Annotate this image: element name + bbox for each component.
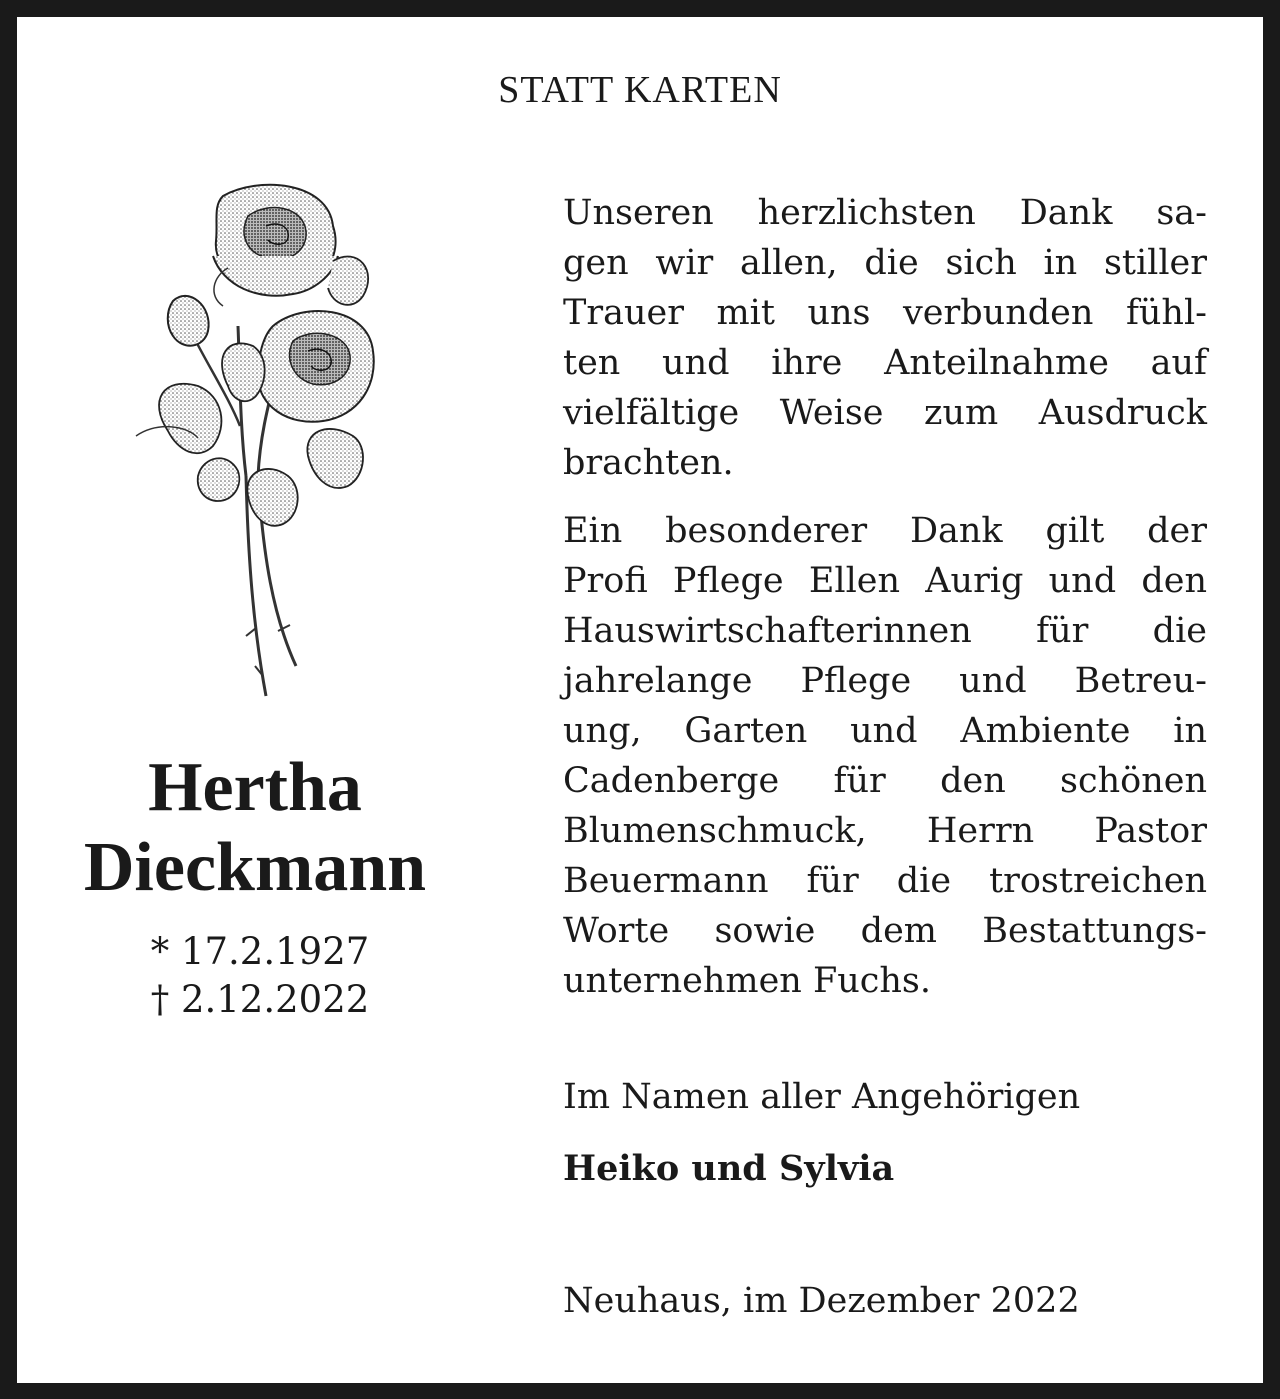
text-line: Hauswirtschafterinnen für die: [563, 611, 1207, 651]
life-dates: [120, 928, 400, 1024]
text-line: Cadenberge für den schönen: [563, 761, 1207, 801]
text-line: vielfältige Weise zum Ausdruck: [563, 393, 1207, 433]
thanks-paragraph-1: [563, 188, 1207, 488]
thanks-paragraph-2: [563, 506, 1207, 1006]
text-line: ten und ihre Anteilnahme auf: [563, 343, 1207, 383]
text-line: unternehmen Fuchs.: [563, 961, 932, 1001]
text-line: Worte sowie dem Bestattungs-: [563, 911, 1207, 951]
first-name: Hertha: [148, 749, 362, 826]
signoff-intro: Im Namen aller Angehörigen: [563, 1077, 1081, 1117]
thanks-message: [563, 188, 1207, 1006]
signers: Heiko und Sylvia: [563, 1148, 895, 1189]
rose-icon: [128, 176, 388, 701]
text-line: Beuermann für die trostreichen: [563, 861, 1207, 901]
text-line: Ein besonderer Dank gilt der: [563, 511, 1207, 551]
text-line: ung, Garten und Ambiente in: [563, 711, 1207, 751]
text-line: Profi Pflege Ellen Aurig und den: [563, 561, 1207, 601]
text-line: gen wir allen, die sich in stiller: [563, 243, 1207, 283]
text-line: Blumenschmuck, Herrn Pastor: [563, 811, 1207, 851]
notice-header: STATT KARTEN: [498, 69, 782, 111]
text-line: Unseren herzlichsten Dank sa-: [563, 193, 1207, 233]
birth-date: * 17.2.1927: [150, 930, 370, 973]
place-date: Neuhaus, im Dezember 2022: [563, 1281, 1080, 1321]
text-line: Trauer mit uns verbunden fühl-: [563, 293, 1207, 333]
text-line: jahrelange Pflege und Betreu-: [563, 661, 1207, 701]
death-date: † 2.12.2022: [150, 978, 370, 1021]
last-name: Dieckmann: [83, 829, 427, 906]
text-line: brachten.: [563, 443, 734, 483]
deceased-name: [30, 748, 480, 908]
